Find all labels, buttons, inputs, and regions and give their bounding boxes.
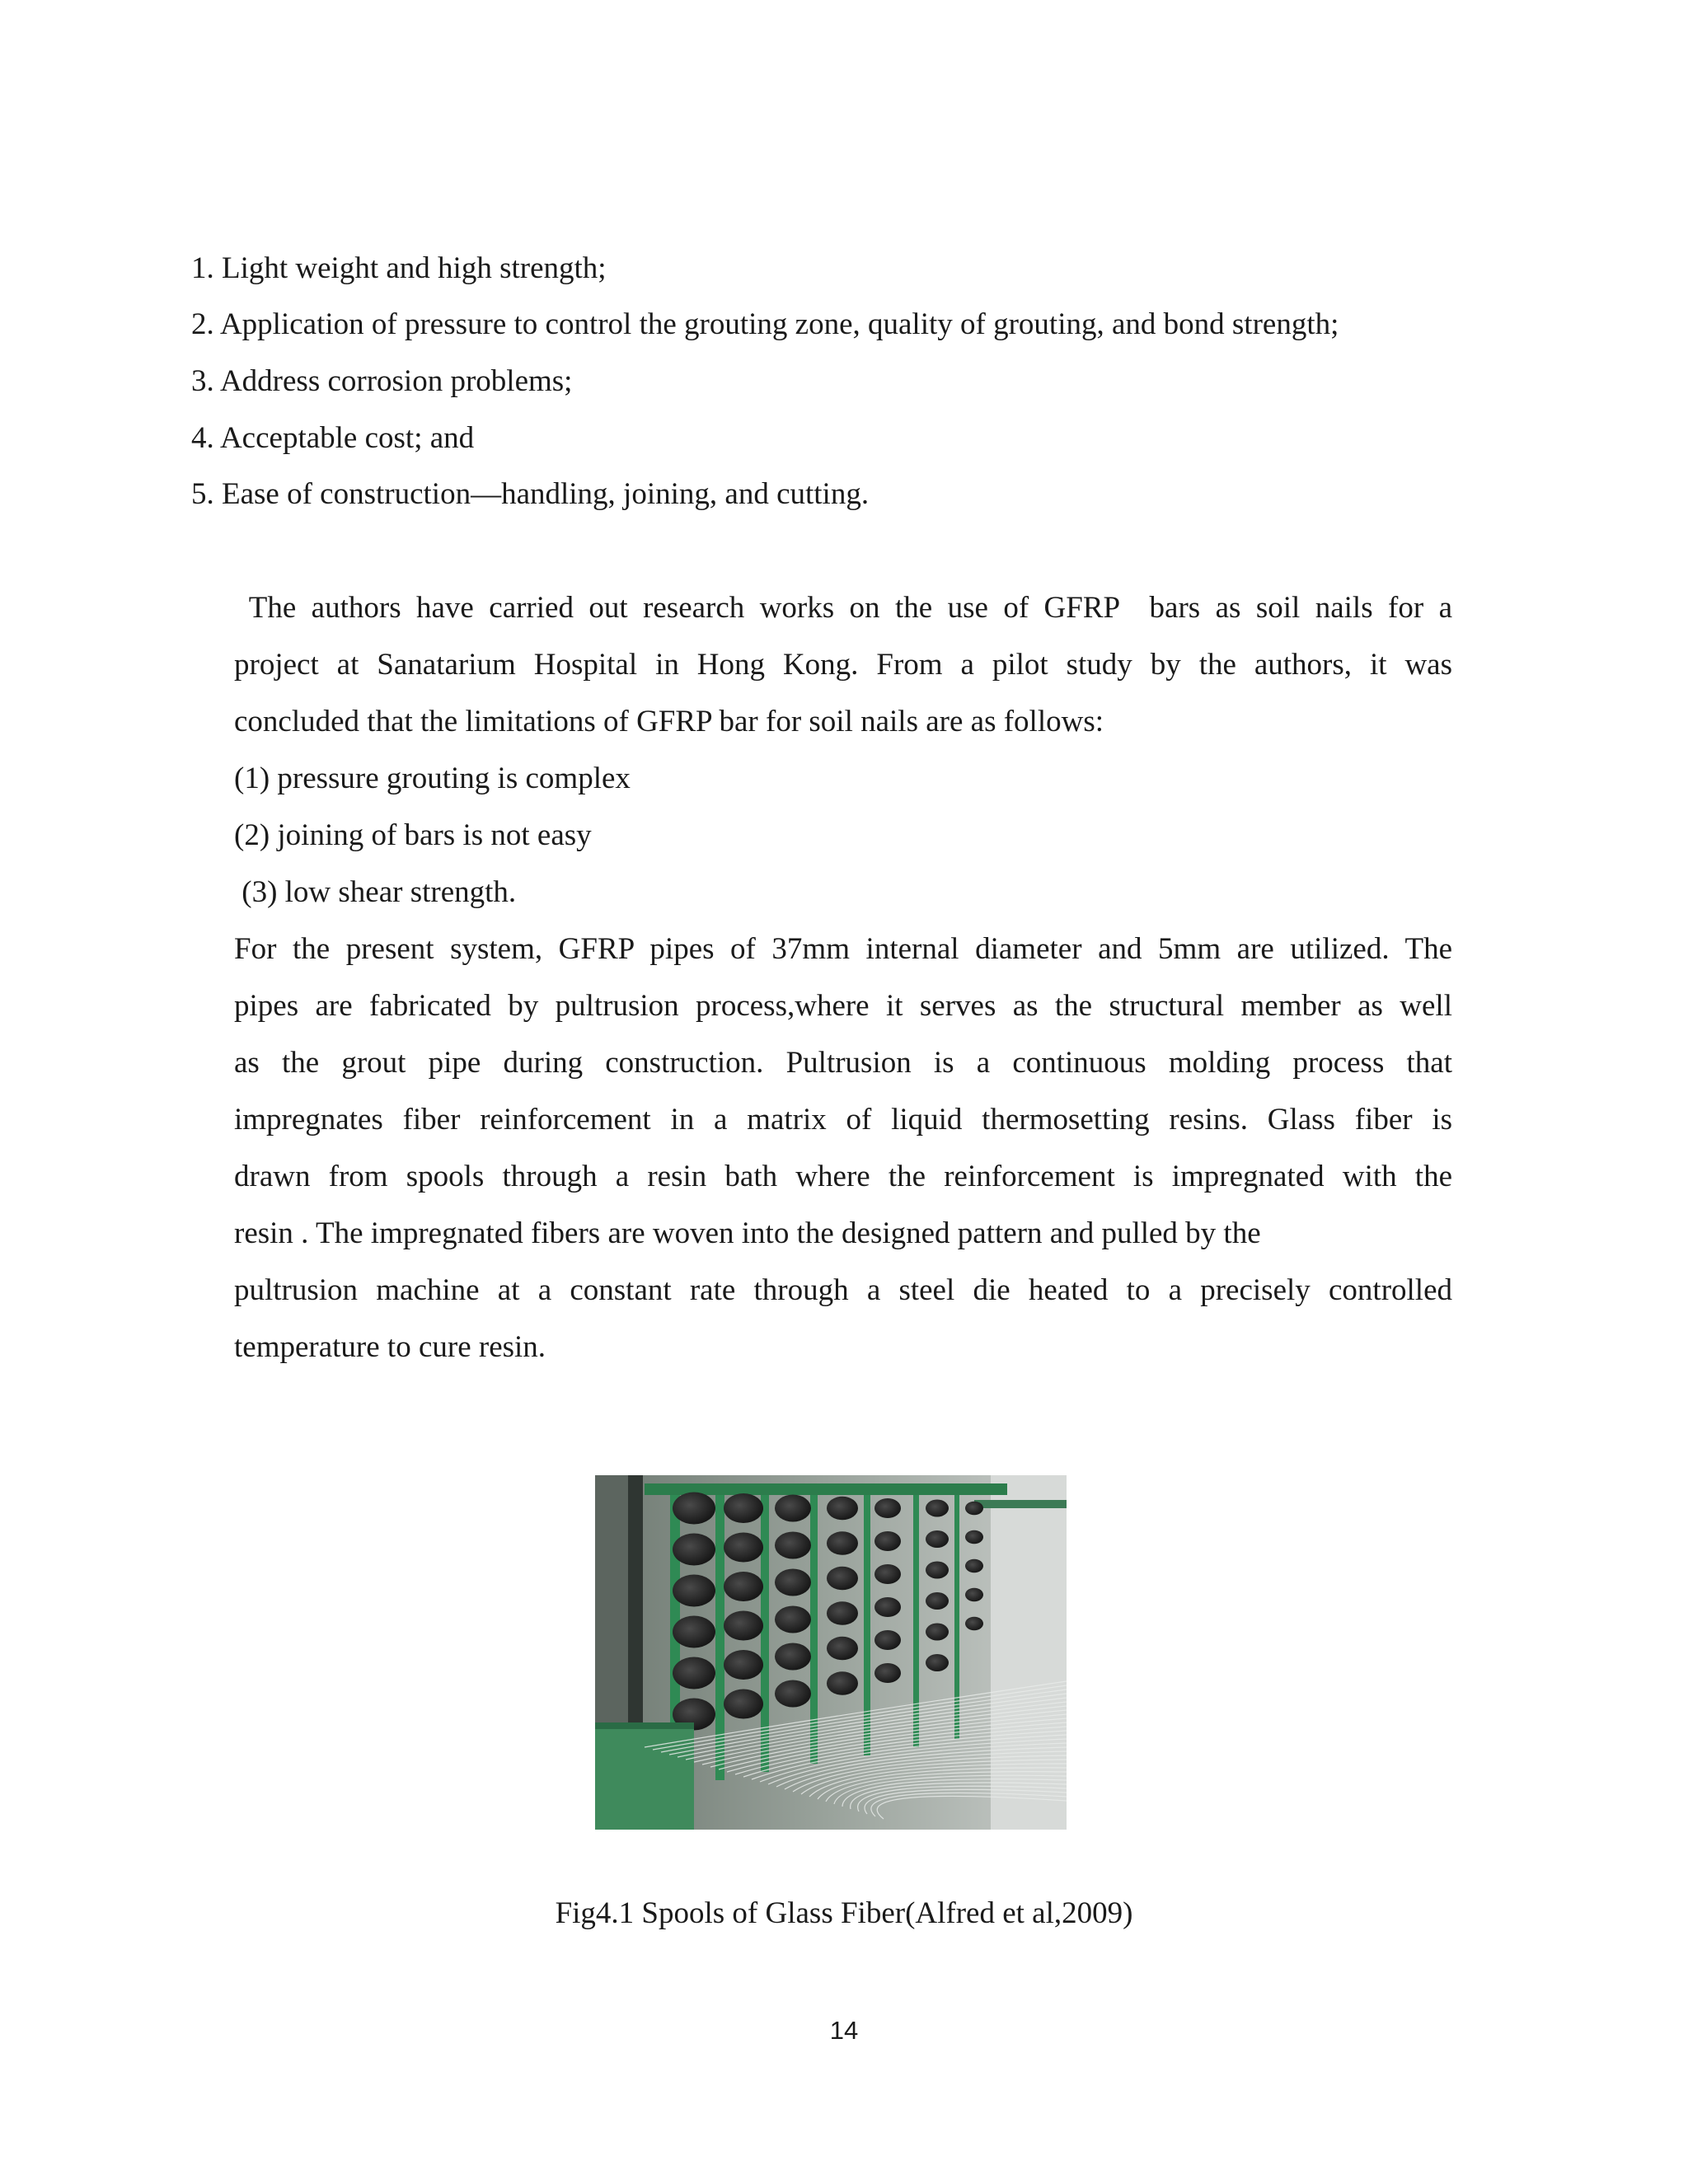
paragraph-line: For the present system, GFRP pipes of 37mm internal diameter and 5mm are utilized. The bbox=[234, 932, 1452, 966]
page-number: 14 bbox=[829, 2016, 859, 2045]
paragraph-line: pultrusion machine at a constant rate through a steel die heated to a precisely controlled bbox=[234, 1273, 1452, 1307]
list-item-2: 2. Application of pressure to control the grouting zone, quality of grouting, and bond strength; bbox=[191, 307, 1339, 341]
paragraph-line: temperature to cure resin. bbox=[234, 1330, 546, 1364]
list-item-3: 3. Address corrosion problems; bbox=[191, 364, 573, 398]
limitation-item-2: (2) joining of bars is not easy bbox=[234, 818, 592, 852]
paragraph-line: pipes are fabricated by pultrusion process,where it serves as the structural member as well bbox=[234, 989, 1452, 1023]
paragraph-line: project at Sanatarium Hospital in Hong Kong. From a pilot study by the authors, it was bbox=[234, 648, 1452, 682]
limitation-item-3: (3) low shear strength. bbox=[234, 875, 517, 909]
paragraph-line: as the grout pipe during construction. Pultrusion is a continuous molding process that bbox=[234, 1046, 1452, 1080]
figure-caption: Fig4.1 Spools of Glass Fiber(Alfred et al,2009) bbox=[555, 1896, 1133, 1930]
paragraph-line: drawn from spools through a resin bath where the reinforcement is impregnated with the bbox=[234, 1160, 1452, 1193]
paragraph-line: resin . The impregnated fibers are woven into the designed pattern and pulled by the bbox=[234, 1216, 1261, 1250]
list-item-5: 5. Ease of construction—handling, joining, and cutting. bbox=[191, 477, 870, 511]
list-item-1: 1. Light weight and high strength; bbox=[191, 251, 607, 285]
spools-photo bbox=[595, 1475, 1067, 1830]
paragraph-line: impregnates fiber reinforcement in a matrix of liquid thermosetting resins. Glass fiber is bbox=[234, 1103, 1452, 1137]
paragraph-line: The authors have carried out research works on the use of GFRP bars as soil nails for a bbox=[234, 591, 1452, 625]
limitation-item-1: (1) pressure grouting is complex bbox=[234, 762, 631, 795]
paragraph-line: concluded that the limitations of GFRP bar for soil nails are as follows: bbox=[234, 705, 1104, 738]
list-item-4: 4. Acceptable cost; and bbox=[191, 421, 475, 455]
